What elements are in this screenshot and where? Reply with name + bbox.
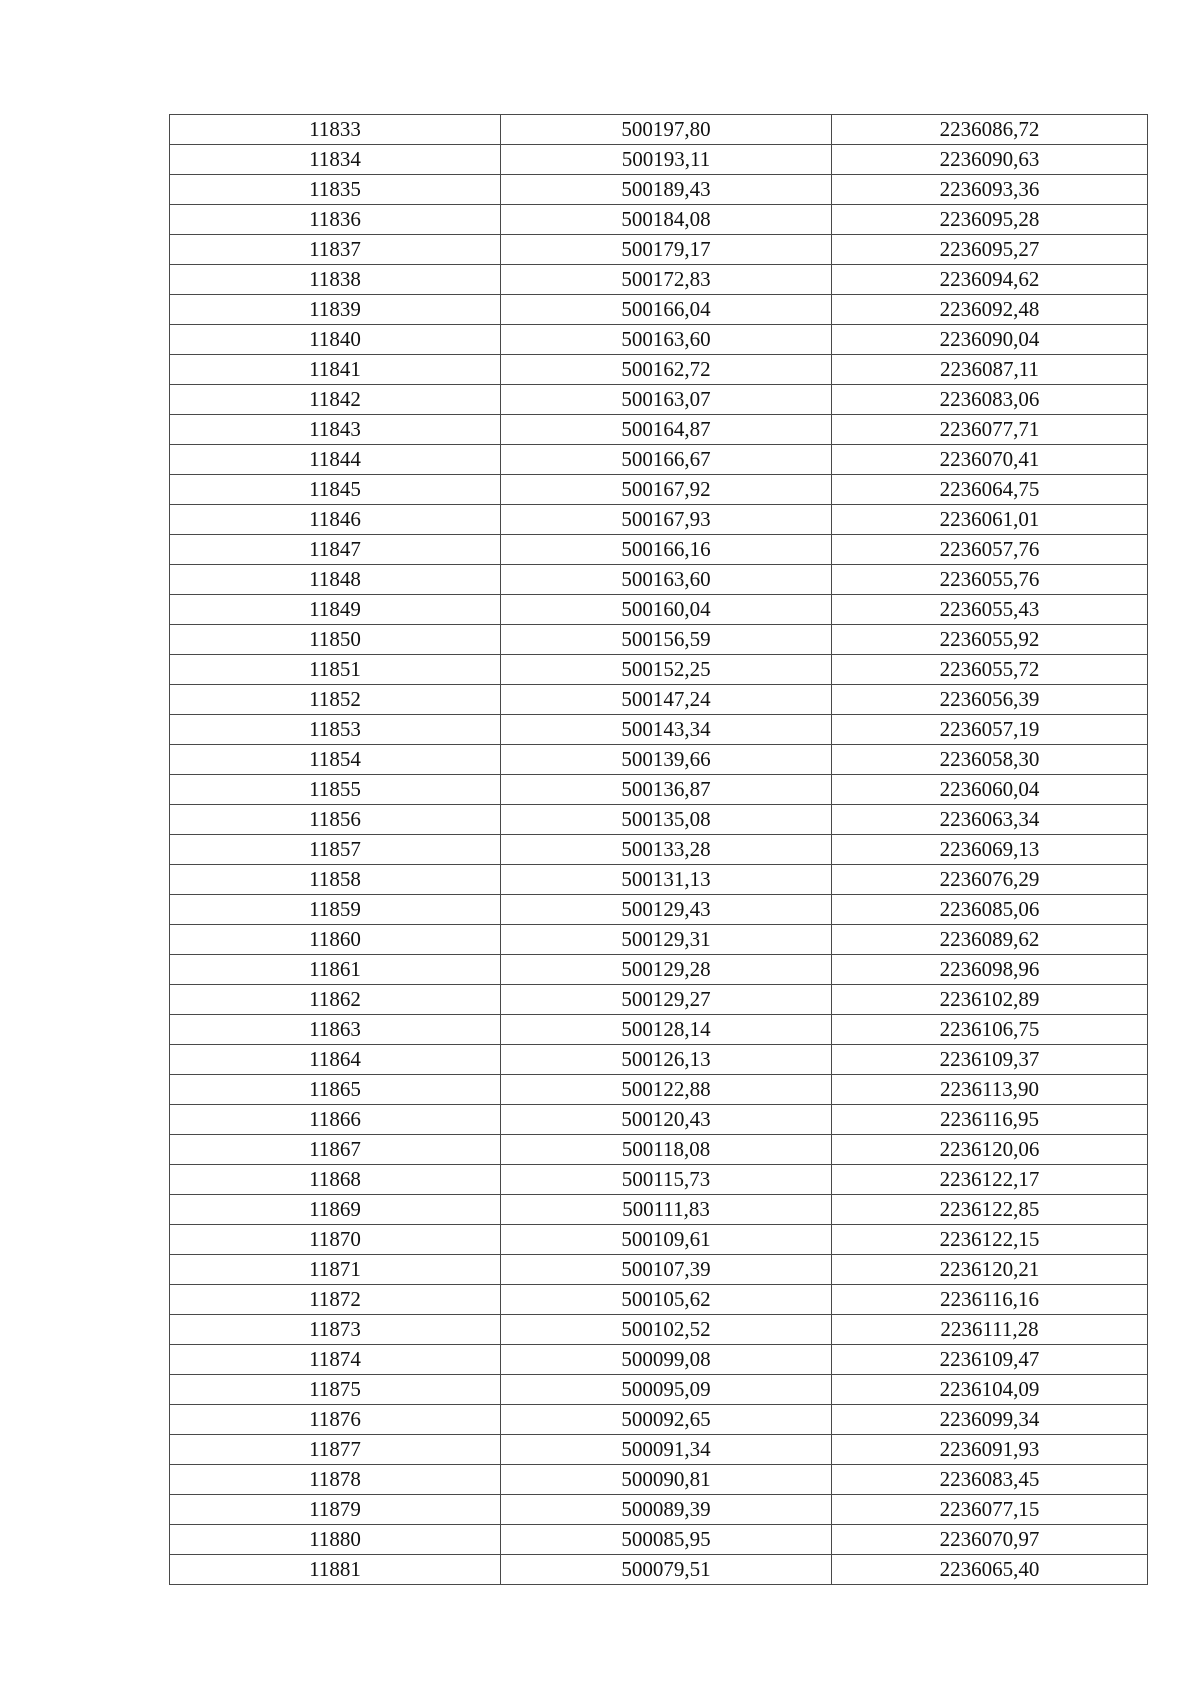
- x-coordinate-cell: 500163,07: [501, 385, 832, 415]
- table-row: [170, 1075, 1148, 1105]
- x-coordinate-cell: 500179,17: [501, 235, 832, 265]
- x-coordinate-cell: 500184,08: [501, 205, 832, 235]
- x-coordinate-cell: 500118,08: [501, 1135, 832, 1165]
- table-row: [170, 535, 1148, 565]
- point-number-cell: 11875: [170, 1375, 501, 1405]
- table-row: [170, 1105, 1148, 1135]
- table-row: [170, 355, 1148, 385]
- y-coordinate-cell: 2236065,40: [832, 1555, 1148, 1585]
- point-number-cell: 11872: [170, 1285, 501, 1315]
- table-row: [170, 1555, 1148, 1585]
- x-coordinate-cell: 500126,13: [501, 1045, 832, 1075]
- table-row: [170, 1495, 1148, 1525]
- x-coordinate-cell: 500197,80: [501, 115, 832, 145]
- table-row: [170, 925, 1148, 955]
- point-number-cell: 11858: [170, 865, 501, 895]
- table-row: [170, 1375, 1148, 1405]
- table-row: [170, 1165, 1148, 1195]
- x-coordinate-cell: 500129,31: [501, 925, 832, 955]
- point-number-cell: 11879: [170, 1495, 501, 1525]
- x-coordinate-cell: 500152,25: [501, 655, 832, 685]
- x-coordinate-cell: 500091,34: [501, 1435, 832, 1465]
- x-coordinate-cell: 500172,83: [501, 265, 832, 295]
- point-number-cell: 11860: [170, 925, 501, 955]
- y-coordinate-cell: 2236061,01: [832, 505, 1148, 535]
- y-coordinate-cell: 2236060,04: [832, 775, 1148, 805]
- x-coordinate-cell: 500147,24: [501, 685, 832, 715]
- x-coordinate-cell: 500122,88: [501, 1075, 832, 1105]
- table-row: [170, 775, 1148, 805]
- table-row: [170, 1045, 1148, 1075]
- y-coordinate-cell: 2236113,90: [832, 1075, 1148, 1105]
- y-coordinate-cell: 2236093,36: [832, 175, 1148, 205]
- table-row: [170, 295, 1148, 325]
- y-coordinate-cell: 2236109,37: [832, 1045, 1148, 1075]
- x-coordinate-cell: 500163,60: [501, 565, 832, 595]
- table-row: [170, 805, 1148, 835]
- point-number-cell: 11850: [170, 625, 501, 655]
- table-row: [170, 385, 1148, 415]
- y-coordinate-cell: 2236083,06: [832, 385, 1148, 415]
- table-row: [170, 1435, 1148, 1465]
- y-coordinate-cell: 2236076,29: [832, 865, 1148, 895]
- point-number-cell: 11855: [170, 775, 501, 805]
- table-row: [170, 265, 1148, 295]
- table-row: [170, 835, 1148, 865]
- x-coordinate-cell: 500167,92: [501, 475, 832, 505]
- point-number-cell: 11880: [170, 1525, 501, 1555]
- x-coordinate-cell: 500129,28: [501, 955, 832, 985]
- y-coordinate-cell: 2236055,76: [832, 565, 1148, 595]
- y-coordinate-cell: 2236058,30: [832, 745, 1148, 775]
- y-coordinate-cell: 2236120,06: [832, 1135, 1148, 1165]
- point-number-cell: 11845: [170, 475, 501, 505]
- y-coordinate-cell: 2236055,43: [832, 595, 1148, 625]
- point-number-cell: 11846: [170, 505, 501, 535]
- point-number-cell: 11871: [170, 1255, 501, 1285]
- point-number-cell: 11863: [170, 1015, 501, 1045]
- y-coordinate-cell: 2236106,75: [832, 1015, 1148, 1045]
- y-coordinate-cell: 2236057,19: [832, 715, 1148, 745]
- y-coordinate-cell: 2236111,28: [832, 1315, 1148, 1345]
- point-number-cell: 11852: [170, 685, 501, 715]
- point-number-cell: 11870: [170, 1225, 501, 1255]
- y-coordinate-cell: 2236055,92: [832, 625, 1148, 655]
- table-row: [170, 205, 1148, 235]
- point-number-cell: 11847: [170, 535, 501, 565]
- table-body: [170, 115, 1148, 1585]
- point-number-cell: 11859: [170, 895, 501, 925]
- y-coordinate-cell: 2236122,85: [832, 1195, 1148, 1225]
- table-row: [170, 685, 1148, 715]
- point-number-cell: 11854: [170, 745, 501, 775]
- x-coordinate-cell: 500129,43: [501, 895, 832, 925]
- table-row: [170, 415, 1148, 445]
- table-row: [170, 235, 1148, 265]
- x-coordinate-cell: 500129,27: [501, 985, 832, 1015]
- x-coordinate-cell: 500143,34: [501, 715, 832, 745]
- x-coordinate-cell: 500092,65: [501, 1405, 832, 1435]
- y-coordinate-cell: 2236122,17: [832, 1165, 1148, 1195]
- table-row: [170, 715, 1148, 745]
- y-coordinate-cell: 2236095,28: [832, 205, 1148, 235]
- point-number-cell: 11868: [170, 1165, 501, 1195]
- x-coordinate-cell: 500102,52: [501, 1315, 832, 1345]
- x-coordinate-cell: 500095,09: [501, 1375, 832, 1405]
- x-coordinate-cell: 500089,39: [501, 1495, 832, 1525]
- table-row: [170, 1285, 1148, 1315]
- y-coordinate-cell: 2236070,41: [832, 445, 1148, 475]
- x-coordinate-cell: 500133,28: [501, 835, 832, 865]
- point-number-cell: 11869: [170, 1195, 501, 1225]
- x-coordinate-cell: 500107,39: [501, 1255, 832, 1285]
- point-number-cell: 11857: [170, 835, 501, 865]
- y-coordinate-cell: 2236069,13: [832, 835, 1148, 865]
- coordinates-table: [169, 114, 1148, 1585]
- y-coordinate-cell: 2236104,09: [832, 1375, 1148, 1405]
- y-coordinate-cell: 2236086,72: [832, 115, 1148, 145]
- y-coordinate-cell: 2236090,04: [832, 325, 1148, 355]
- x-coordinate-cell: 500109,61: [501, 1225, 832, 1255]
- y-coordinate-cell: 2236063,34: [832, 805, 1148, 835]
- point-number-cell: 11843: [170, 415, 501, 445]
- table-row: [170, 655, 1148, 685]
- point-number-cell: 11839: [170, 295, 501, 325]
- point-number-cell: 11866: [170, 1105, 501, 1135]
- table-row: [170, 955, 1148, 985]
- table-row: [170, 1525, 1148, 1555]
- point-number-cell: 11853: [170, 715, 501, 745]
- point-number-cell: 11867: [170, 1135, 501, 1165]
- table-row: [170, 325, 1148, 355]
- x-coordinate-cell: 500167,93: [501, 505, 832, 535]
- x-coordinate-cell: 500131,13: [501, 865, 832, 895]
- point-number-cell: 11844: [170, 445, 501, 475]
- point-number-cell: 11862: [170, 985, 501, 1015]
- point-number-cell: 11878: [170, 1465, 501, 1495]
- table-row: [170, 985, 1148, 1015]
- point-number-cell: 11864: [170, 1045, 501, 1075]
- x-coordinate-cell: 500160,04: [501, 595, 832, 625]
- table-row: [170, 865, 1148, 895]
- table-row: [170, 145, 1148, 175]
- table-row: [170, 595, 1148, 625]
- x-coordinate-cell: 500128,14: [501, 1015, 832, 1045]
- point-number-cell: 11849: [170, 595, 501, 625]
- x-coordinate-cell: 500156,59: [501, 625, 832, 655]
- y-coordinate-cell: 2236116,16: [832, 1285, 1148, 1315]
- point-number-cell: 11874: [170, 1345, 501, 1375]
- point-number-cell: 11840: [170, 325, 501, 355]
- x-coordinate-cell: 500139,66: [501, 745, 832, 775]
- x-coordinate-cell: 500090,81: [501, 1465, 832, 1495]
- point-number-cell: 11842: [170, 385, 501, 415]
- point-number-cell: 11834: [170, 145, 501, 175]
- table-row: [170, 445, 1148, 475]
- x-coordinate-cell: 500135,08: [501, 805, 832, 835]
- y-coordinate-cell: 2236102,89: [832, 985, 1148, 1015]
- x-coordinate-cell: 500166,16: [501, 535, 832, 565]
- table-row: [170, 745, 1148, 775]
- y-coordinate-cell: 2236055,72: [832, 655, 1148, 685]
- y-coordinate-cell: 2236098,96: [832, 955, 1148, 985]
- table-row: [170, 1255, 1148, 1285]
- y-coordinate-cell: 2236077,71: [832, 415, 1148, 445]
- table-row: [170, 1465, 1148, 1495]
- table-row: [170, 1225, 1148, 1255]
- x-coordinate-cell: 500099,08: [501, 1345, 832, 1375]
- point-number-cell: 11856: [170, 805, 501, 835]
- y-coordinate-cell: 2236090,63: [832, 145, 1148, 175]
- point-number-cell: 11876: [170, 1405, 501, 1435]
- y-coordinate-cell: 2236077,15: [832, 1495, 1148, 1525]
- point-number-cell: 11836: [170, 205, 501, 235]
- y-coordinate-cell: 2236089,62: [832, 925, 1148, 955]
- y-coordinate-cell: 2236057,76: [832, 535, 1148, 565]
- x-coordinate-cell: 500136,87: [501, 775, 832, 805]
- y-coordinate-cell: 2236087,11: [832, 355, 1148, 385]
- x-coordinate-cell: 500105,62: [501, 1285, 832, 1315]
- y-coordinate-cell: 2236064,75: [832, 475, 1148, 505]
- y-coordinate-cell: 2236120,21: [832, 1255, 1148, 1285]
- point-number-cell: 11865: [170, 1075, 501, 1105]
- table-row: [170, 1315, 1148, 1345]
- x-coordinate-cell: 500166,04: [501, 295, 832, 325]
- point-number-cell: 11861: [170, 955, 501, 985]
- y-coordinate-cell: 2236085,06: [832, 895, 1148, 925]
- table-row: [170, 505, 1148, 535]
- table-row: [170, 565, 1148, 595]
- x-coordinate-cell: 500162,72: [501, 355, 832, 385]
- y-coordinate-cell: 2236099,34: [832, 1405, 1148, 1435]
- x-coordinate-cell: 500120,43: [501, 1105, 832, 1135]
- table-row: [170, 1195, 1148, 1225]
- y-coordinate-cell: 2236091,93: [832, 1435, 1148, 1465]
- x-coordinate-cell: 500085,95: [501, 1525, 832, 1555]
- point-number-cell: 11841: [170, 355, 501, 385]
- y-coordinate-cell: 2236070,97: [832, 1525, 1148, 1555]
- x-coordinate-cell: 500193,11: [501, 145, 832, 175]
- y-coordinate-cell: 2236056,39: [832, 685, 1148, 715]
- point-number-cell: 11881: [170, 1555, 501, 1585]
- x-coordinate-cell: 500164,87: [501, 415, 832, 445]
- table-row: [170, 1405, 1148, 1435]
- table-row: [170, 475, 1148, 505]
- table-row: [170, 1345, 1148, 1375]
- y-coordinate-cell: 2236083,45: [832, 1465, 1148, 1495]
- point-number-cell: 11838: [170, 265, 501, 295]
- point-number-cell: 11877: [170, 1435, 501, 1465]
- y-coordinate-cell: 2236122,15: [832, 1225, 1148, 1255]
- table-row: [170, 1015, 1148, 1045]
- y-coordinate-cell: 2236109,47: [832, 1345, 1148, 1375]
- x-coordinate-cell: 500111,83: [501, 1195, 832, 1225]
- x-coordinate-cell: 500163,60: [501, 325, 832, 355]
- point-number-cell: 11873: [170, 1315, 501, 1345]
- y-coordinate-cell: 2236116,95: [832, 1105, 1148, 1135]
- point-number-cell: 11848: [170, 565, 501, 595]
- x-coordinate-cell: 500189,43: [501, 175, 832, 205]
- table-row: [170, 175, 1148, 205]
- x-coordinate-cell: 500115,73: [501, 1165, 832, 1195]
- x-coordinate-cell: 500166,67: [501, 445, 832, 475]
- point-number-cell: 11833: [170, 115, 501, 145]
- table-row: [170, 895, 1148, 925]
- point-number-cell: 11837: [170, 235, 501, 265]
- table-row: [170, 115, 1148, 145]
- table-row: [170, 1135, 1148, 1165]
- point-number-cell: 11851: [170, 655, 501, 685]
- point-number-cell: 11835: [170, 175, 501, 205]
- y-coordinate-cell: 2236092,48: [832, 295, 1148, 325]
- y-coordinate-cell: 2236095,27: [832, 235, 1148, 265]
- x-coordinate-cell: 500079,51: [501, 1555, 832, 1585]
- y-coordinate-cell: 2236094,62: [832, 265, 1148, 295]
- table-row: [170, 625, 1148, 655]
